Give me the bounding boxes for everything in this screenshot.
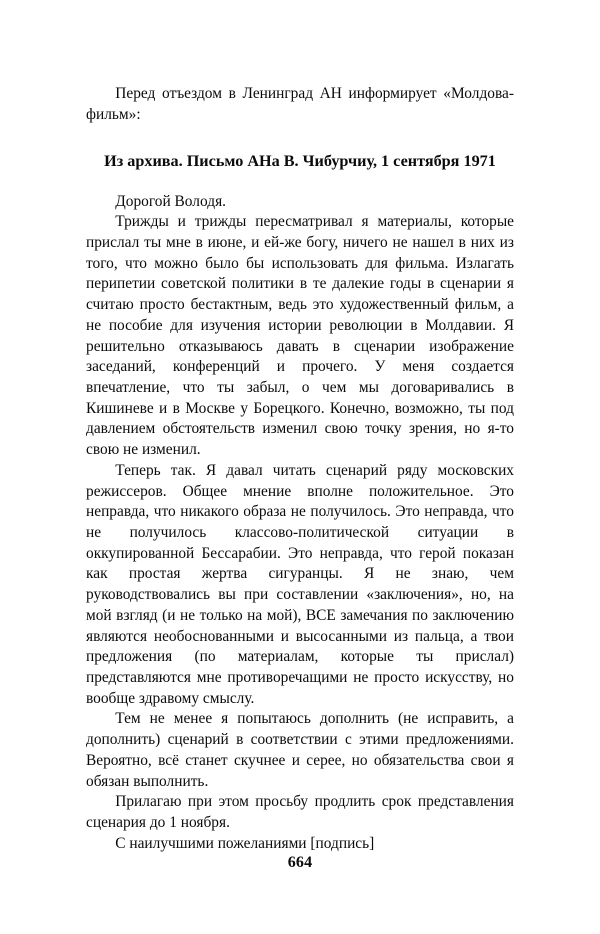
page-body bbox=[86, 84, 514, 855]
section-title: Из архива. Письмо АНа В. Чибурчиу, 1 сентября 1971 bbox=[104, 152, 496, 171]
letter-greeting: Дорогой Володя. bbox=[115, 192, 226, 210]
letter-paragraph-4: Прилагаю при этом просьбу продлить срок представления сценария до 1 ноября. bbox=[86, 793, 514, 832]
letter-paragraph-2: Теперь так. Я давал читать сценарий ряду московских режиссеров. Общее мнение вполне положительное. Это неправда, что никакого образа не получилось. Это неправда, что не получилось классово-политической ситуации в оккупированной Бессарабии. Это неправда, что герой показан как простая жертва сигуранцы. Я не знаю, чем руководствовались вы при составлении «заключения», но, на мой взгляд (и не только на мой), ВСЕ замечания по заключению являются необоснованными и высосанными из пальца, а твои предложения (по материалам, которые ты прислал) представляются мне противоречащими не просто искусству, но вообще здравому смыслу. bbox=[86, 461, 514, 707]
intro-paragraph: Перед отъездом в Ленинград АН информирует «Молдова-фильм»: bbox=[86, 85, 514, 123]
letter-signature-line: С наилучшими пожеланиями [подпись] bbox=[115, 834, 375, 852]
letter-paragraph-3: Тем не менее я попытаюсь дополнить (не исправить, а дополнить) сценарий в соответствии с этими предложениями. Вероятно, всё станет скучнее и серее, но обязательства свои я обязан выполнить. bbox=[86, 710, 514, 790]
letter-paragraph-1: Трижды и трижды пересматривал я материалы, которые прислал ты мне в июне, и ей-же богу, ничего не нашел в них из того, что можно было бы использовать для фильма. Излагать перипетии советской политики в те далекие годы в сценарии я считаю просто бестактным, ведь это художественный фильм, а не пособие для изучения истории революции в Молдавии. Я решительно отказываюсь давать в сценарии изображение заседаний, конференций и прочего. У меня создается впечатление, что ты забыл, о чем мы договаривались в Кишиневе и в Москве у Борецкого. Конечно, возможно, ты под давлением обстоятельств изменил свою точку зрения, но я-то свою не изменил. bbox=[86, 213, 514, 459]
page-number: 664 bbox=[287, 854, 313, 871]
